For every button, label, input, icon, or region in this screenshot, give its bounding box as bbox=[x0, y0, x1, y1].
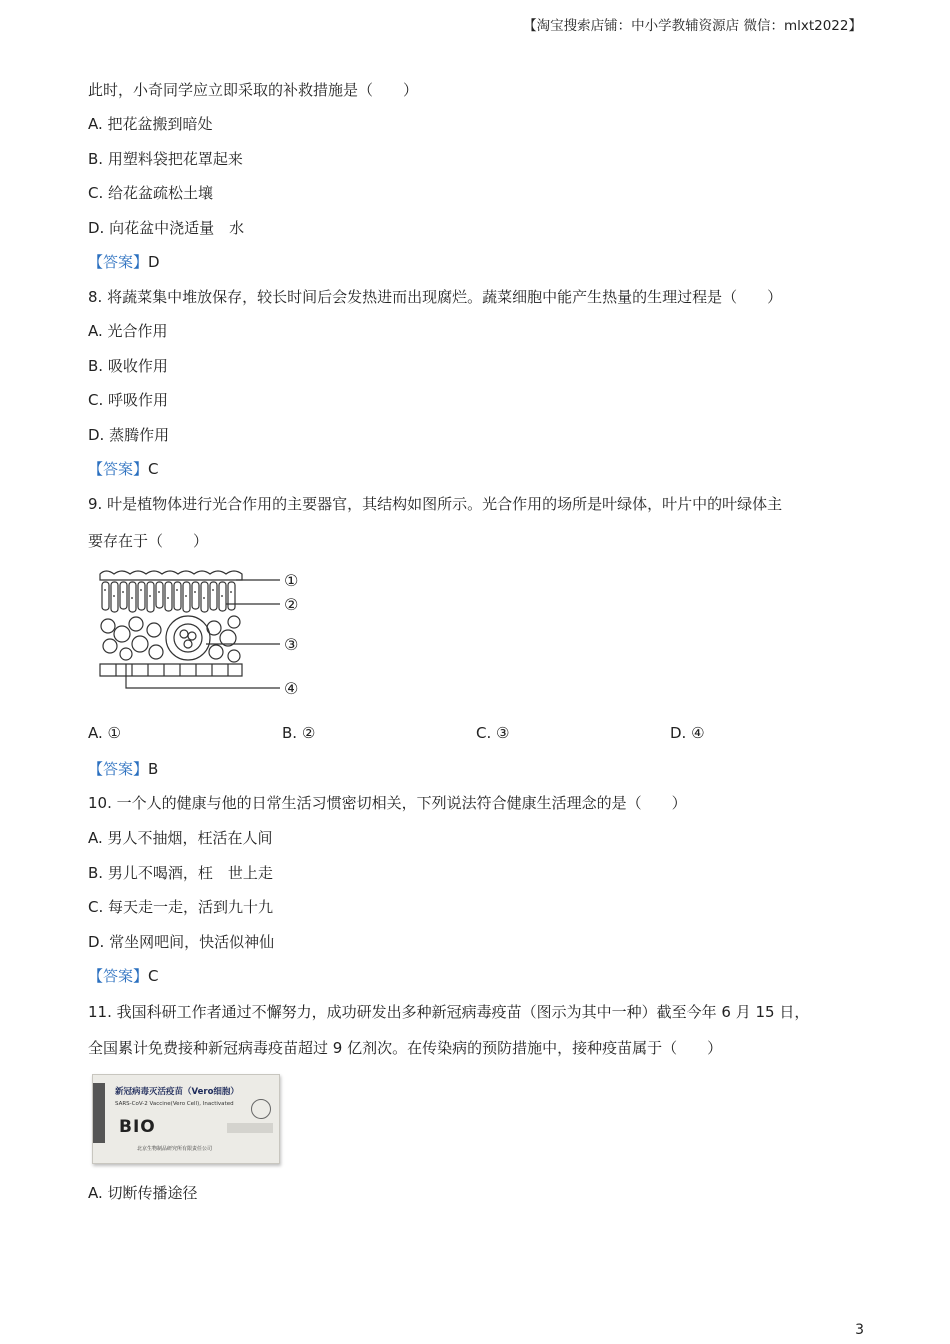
vaccine-box-subtitle: SARS-CoV-2 Vaccine(Vero Cell), Inactivated bbox=[115, 1101, 234, 1107]
answer-label: 【答案】 bbox=[88, 253, 149, 271]
q10-option-b: B. 男儿不喝酒，枉 世上走 bbox=[88, 864, 273, 882]
q8-option-a: A. 光合作用 bbox=[88, 322, 168, 340]
figure-label-2: ② bbox=[284, 595, 299, 614]
q7-option-c: C. 给花盆疏松土壤 bbox=[88, 184, 214, 202]
q9-option-a: A. ① bbox=[88, 724, 121, 742]
vaccine-logo-icon bbox=[251, 1099, 271, 1119]
q8-answer bbox=[88, 459, 159, 479]
figure-label-3: ③ bbox=[284, 635, 299, 654]
question-11-stem-line1: 11. 我国科研工作者通过不懈努力，成功研发出多种新冠病毒疫苗（图示为其中一种）截至今年 6 月 15 日， bbox=[88, 1003, 810, 1021]
answer-value: C bbox=[148, 460, 159, 478]
answer-label: 【答案】 bbox=[88, 760, 149, 778]
q9-option-d: D. ④ bbox=[670, 724, 705, 742]
q10-answer bbox=[88, 966, 159, 986]
answer-value: D bbox=[148, 253, 160, 271]
answer-value: C bbox=[148, 967, 159, 985]
q8-option-b: B. 吸收作用 bbox=[88, 357, 168, 375]
box-side-strip bbox=[93, 1083, 105, 1143]
q8-option-c: C. 呼吸作用 bbox=[88, 391, 169, 409]
answer-label: 【答案】 bbox=[88, 967, 149, 985]
vaccine-box-title: 新冠病毒灭活疫苗（Vero细胞） bbox=[115, 1087, 239, 1097]
answer-label: 【答案】 bbox=[88, 460, 149, 478]
question-7-stem: 此时，小奇同学应立即采取的补救措施是（ ） bbox=[88, 81, 419, 99]
vaccine-box-maker: 北京生物制品研究所有限责任公司 bbox=[137, 1146, 213, 1152]
figure-label-1: ① bbox=[284, 571, 299, 590]
question-9-stem-line1: 9. 叶是植物体进行光合作用的主要器官，其结构如图所示。光合作用的场所是叶绿体，叶片中的叶绿体主 bbox=[88, 495, 783, 513]
q10-option-d: D. 常坐网吧间，快活似神仙 bbox=[88, 933, 275, 951]
vaccine-box-brand: BIO bbox=[119, 1117, 156, 1137]
question-11-stem-line2: 全国累计免费接种新冠病毒疫苗超过 9 亿剂次。在传染病的预防措施中，接种疫苗属于（ ） bbox=[88, 1039, 723, 1057]
question-9-stem-line2: 要存在于（ ） bbox=[88, 532, 209, 550]
q7-option-a: A. 把花盆搬到暗处 bbox=[88, 115, 213, 133]
vaccine-box-image bbox=[92, 1074, 280, 1164]
q7-answer bbox=[88, 252, 160, 272]
page-header: 【淘宝搜索店铺：中小学教辅资源店 微信：mlxt2022】 bbox=[523, 18, 862, 34]
q11-option-a: A. 切断传播途径 bbox=[88, 1184, 198, 1202]
answer-value: B bbox=[148, 760, 159, 778]
q7-option-d: D. 向花盆中浇适量 水 bbox=[88, 219, 245, 237]
question-10-stem: 10. 一个人的健康与他的日常生活习惯密切相关，下列说法符合健康生活理念的是（ ） bbox=[88, 794, 687, 812]
q9-answer bbox=[88, 759, 158, 779]
q9-option-b: B. ② bbox=[282, 724, 316, 742]
q10-option-a: A. 男人不抽烟，枉活在人间 bbox=[88, 829, 273, 847]
vaccine-box-tag bbox=[227, 1123, 273, 1133]
q8-option-d: D. 蒸腾作用 bbox=[88, 426, 170, 444]
figure-label-4: ④ bbox=[284, 679, 299, 698]
leaf-cross-section-figure bbox=[96, 564, 310, 700]
q9-options-row bbox=[88, 724, 868, 746]
q9-option-c: C. ③ bbox=[476, 724, 510, 742]
q10-option-c: C. 每天走一走，活到九十九 bbox=[88, 898, 274, 916]
q7-option-b: B. 用塑料袋把花罩起来 bbox=[88, 150, 243, 168]
question-8-stem: 8. 将蔬菜集中堆放保存，较长时间后会发热进而出现腐烂。蔬菜细胞中能产生热量的生理过程是（ ） bbox=[88, 288, 783, 306]
page-number: 3 bbox=[855, 1322, 864, 1338]
